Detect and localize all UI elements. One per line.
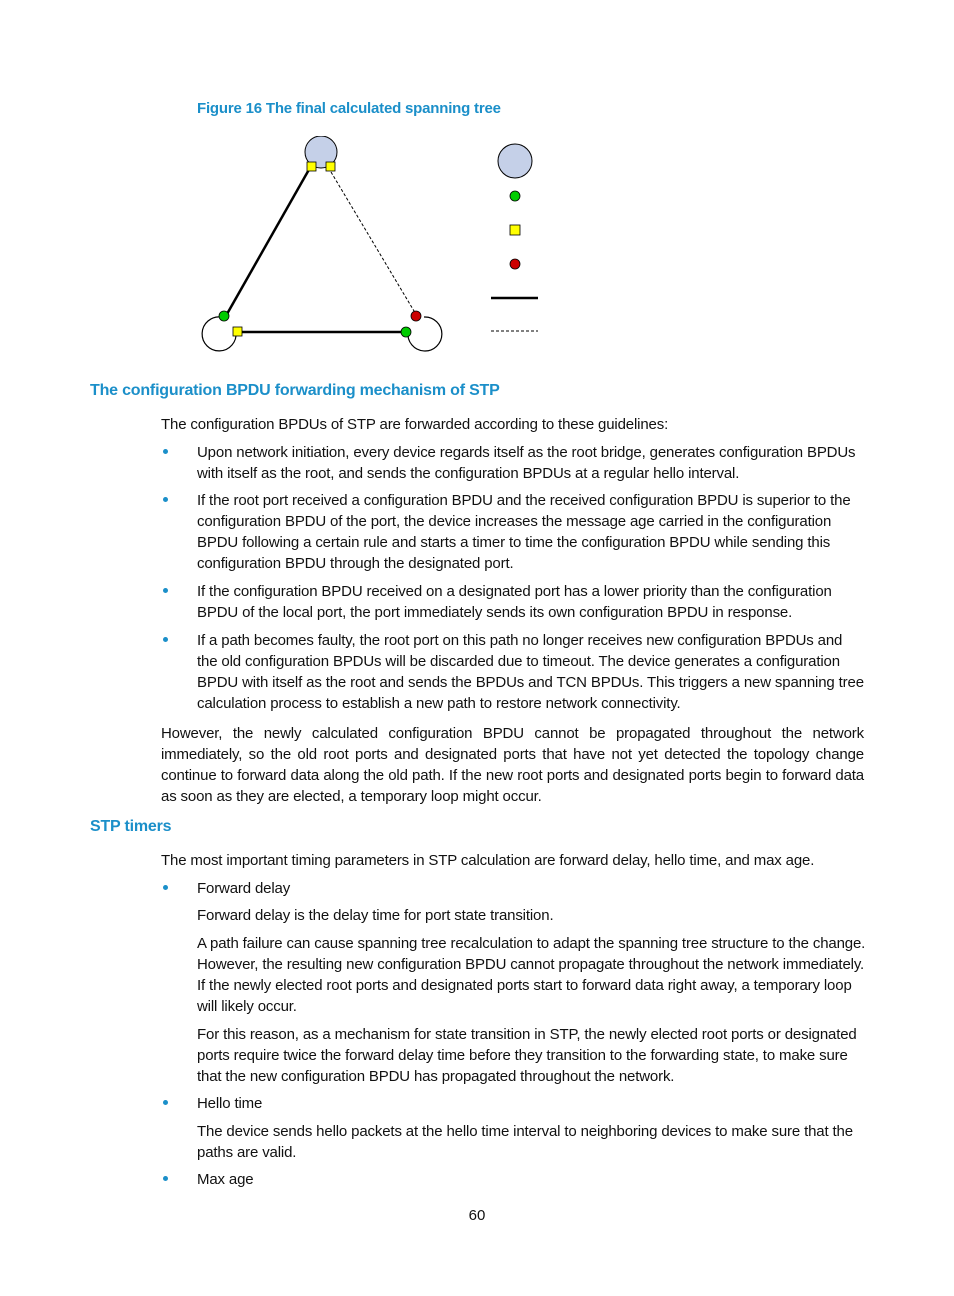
spanning-tree-diagram <box>190 136 550 358</box>
designated-port-left-device <box>233 327 242 336</box>
section2-intro: The most important timing parameters in STP calculation are forward delay, hello time, and max age. <box>161 852 815 869</box>
legend-device-icon <box>498 144 532 178</box>
hello-time-para-1: The device sends hello packets at the hello time interval to neighboring devices to make sure that the paths are valid. <box>197 1123 853 1161</box>
legend-root-port-icon <box>510 191 520 201</box>
forward-delay-title: Forward delay <box>197 880 291 897</box>
blocked-port-right-device <box>411 311 421 321</box>
section1-bullet-4: If a path becomes faulty, the root port on this path no longer receives new configuration BPDUs and the old configuration BPDUs will be discarded due to timeout. The device generates a configuration BPDU with itself as the root and sends the BPDUs and TCN BPDUs. This triggers a new spanning tree calculation process to establish a new path to restore network connectivity. <box>197 632 864 712</box>
section-heading-bpdu-forwarding: The configuration BPDU forwarding mechanism of STP <box>90 382 500 399</box>
bullet-icon <box>163 637 168 642</box>
designated-port-root-left <box>307 162 316 171</box>
max-age-title: Max age <box>197 1171 254 1188</box>
bullet-icon <box>163 588 168 593</box>
bullet-icon <box>163 497 168 502</box>
forward-delay-para-3: For this reason, as a mechanism for state transition in STP, the newly elected root ports or designated ports require twice the forward delay time before they transition to the forwarding state, to make sure that the new configuration BPDU has propagated throughout the network. <box>197 1026 857 1085</box>
section-heading-stp-timers: STP timers <box>90 818 172 835</box>
section1-bullet-2: If the root port received a configuration BPDU and the received configuration BPDU is superior to the configuration BPDU of the port, the device increases the message age carried in the configuration BPDU following a certain rule and starts a timer to time the configuration BPDU while sending this configuration BPDU through the designated port. <box>197 492 851 572</box>
root-port-right-device <box>401 327 411 337</box>
page-number: 60 <box>468 1207 486 1224</box>
root-port-left-device <box>219 311 229 321</box>
figure-caption: Figure 16 The final calculated spanning tree <box>197 100 501 117</box>
hello-time-title: Hello time <box>197 1095 263 1112</box>
bullet-icon <box>163 1100 168 1105</box>
section1-closing: However, the newly calculated configuration BPDU cannot be propagated throughout the network immediately, so the old root ports and designated ports that have not yet detected the topology change continue to forward data along the old path. If the new root ports and designated ports begin to forward data as soon as they are elected, a temporary loop might occur. <box>161 725 864 805</box>
forward-delay-para-1: Forward delay is the delay time for port state transition. <box>197 907 554 924</box>
forward-delay-para-2: A path failure can cause spanning tree recalculation to adapt the spanning tree structure to the change. However, the resulting new configuration BPDU cannot propagate throughout the network immediately. If the newly elected root ports and designated ports start to forward data right away, a temporary loop will likely occur. <box>197 935 866 1015</box>
device-right <box>408 317 442 351</box>
bullet-icon <box>163 885 168 890</box>
legend-designated-port-icon <box>510 225 520 235</box>
link-root-to-right-blocked <box>331 172 417 316</box>
legend <box>491 144 538 331</box>
designated-port-root-right <box>326 162 335 171</box>
device-left <box>202 317 236 351</box>
legend-blocked-port-icon <box>510 259 520 269</box>
link-root-to-left <box>227 166 311 314</box>
section1-bullet-1: Upon network initiation, every device regards itself as the root bridge, generates configuration BPDUs with itself as the root, and sends the configuration BPDUs at a regular hello interval. <box>197 444 856 482</box>
section1-bullet-3: If the configuration BPDU received on a designated port has a lower priority than the configuration BPDU of the local port, the port immediately sends its own configuration BPDU in response. <box>197 583 832 621</box>
bullet-icon <box>163 449 168 454</box>
bullet-icon <box>163 1176 168 1181</box>
section1-intro: The configuration BPDUs of STP are forwarded according to these guidelines: <box>161 416 669 433</box>
